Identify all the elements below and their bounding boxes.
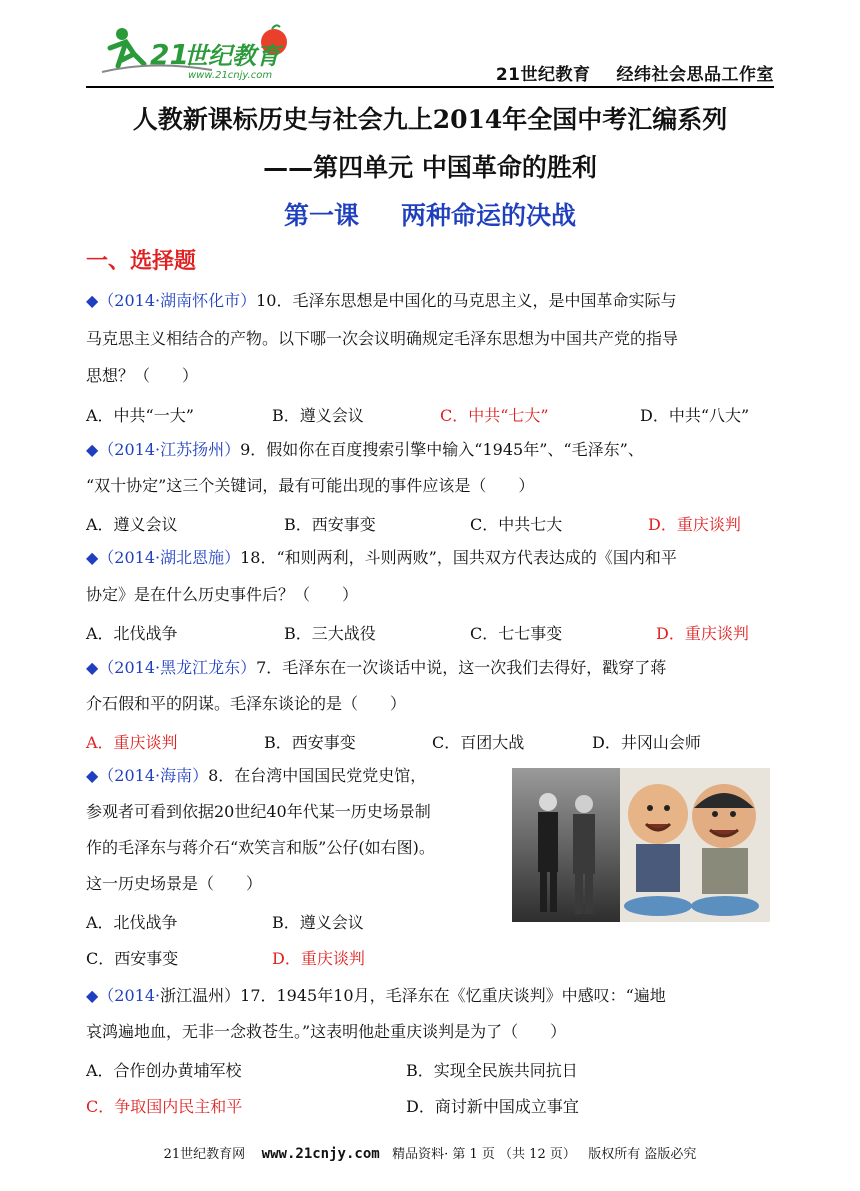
header-brand xyxy=(496,60,774,85)
option-d: D．井冈山会师 xyxy=(592,733,701,752)
option-b: B．实现全民族共同抗日 xyxy=(406,1061,578,1080)
option-a: A．北伐战争 xyxy=(86,624,178,643)
footer-rights: 版权所有 盗版必究 xyxy=(588,1147,697,1162)
option-b: B．西安事变 xyxy=(264,733,356,752)
question-2-options xyxy=(0,512,860,534)
question-6-line-1: ◆（2014·浙江温州）17．1945年10月，毛泽东在《忆重庆谈判》中感叹：“遍地 xyxy=(86,986,666,1005)
history-photo xyxy=(512,768,770,922)
brand-name: 21世纪教育 xyxy=(495,65,591,85)
site-logo[interactable] xyxy=(92,20,302,82)
option-c-answer: C．中共“七大” xyxy=(440,406,549,425)
question-3-line-2: 协定》是在什么历史事件后？（ ） xyxy=(86,585,359,604)
question-5-line-1: ◆（2014·海南）8．在台湾中国国民党党史馆， xyxy=(86,766,427,785)
option-b: B．西安事变 xyxy=(284,515,376,534)
option-a: A．合作创办黄埔军校 xyxy=(86,1061,242,1080)
question-6-options-row-2 xyxy=(0,1094,860,1116)
svg-text:www.21cnjy.com: www.21cnjy.com xyxy=(188,70,273,81)
option-b: B．三大战役 xyxy=(284,624,376,643)
page-footer: 21世纪教育网 www.21cnjy.com 精品资料· 第 1 页 （共 12 页） 版权所有 盗版必究 xyxy=(163,1146,697,1162)
header-divider xyxy=(86,86,774,88)
question-source: ◆（2014·湖南怀化市） xyxy=(86,291,257,310)
runner-logo-icon xyxy=(92,20,302,82)
option-d-answer: D．重庆谈判 xyxy=(648,515,741,534)
question-2-line-2: “双十协定”这三个关键词，最有可能出现的事件应该是（ ） xyxy=(86,476,535,495)
footer-url[interactable]: www.21cnjy.com xyxy=(261,1146,380,1162)
option-d-answer: D．重庆谈判 xyxy=(656,624,749,643)
svg-text:21: 21 xyxy=(150,38,189,71)
photo-and-figurines-image xyxy=(512,768,770,922)
question-source: ◆（2014· xyxy=(86,986,161,1005)
svg-text:世纪教育: 世纪教育 xyxy=(184,42,280,70)
page-number: 第 1 页 （共 12 页） xyxy=(452,1147,576,1162)
question-source: ◆（2014·江苏扬州） xyxy=(86,440,241,459)
option-d-answer: D．重庆谈判 xyxy=(272,949,365,968)
unit-title: ——第四单元 中国革命的胜利 xyxy=(263,153,597,182)
question-4-line-1: ◆（2014·黑龙江龙东）7．毛泽东在一次谈话中说，这一次我们去得好，戳穿了蒋 xyxy=(86,658,667,677)
footer-site: 21世纪教育网 xyxy=(163,1147,246,1162)
lesson-name: 两种命运的决战 xyxy=(401,201,577,230)
question-1-options xyxy=(0,403,860,425)
question-source: ◆（2014·海南） xyxy=(86,766,209,785)
option-c-answer: C．争取国内民主和平 xyxy=(86,1097,243,1116)
option-b: B．遵义会议 xyxy=(272,406,364,425)
question-4-line-2: 介石假和平的阴谋。毛泽东谈论的是（ ） xyxy=(86,694,407,713)
footer-label: 精品资料 xyxy=(392,1147,445,1162)
question-6-options-row-1 xyxy=(0,1058,860,1080)
question-source: ◆（2014·黑龙江龙东） xyxy=(86,658,257,677)
document-title: 人教新课标历史与社会九上2014年全国中考汇编系列 xyxy=(132,105,728,134)
option-b: B．遵义会议 xyxy=(272,913,364,932)
question-4-options xyxy=(0,730,860,752)
question-2-line-1: ◆（2014·江苏扬州）9．假如你在百度搜索引擎中输入“1945年”、“毛泽东”、 xyxy=(86,440,644,459)
question-1-line-1: ◆（2014·湖南怀化市）10．毛泽东思想是中国化的马克思主义，是中国革命实际与 xyxy=(86,291,677,310)
question-5-line-2: 参观者可看到依据20世纪40年代某一历史场景制 xyxy=(86,802,431,821)
option-c: C．西安事变 xyxy=(86,949,179,968)
question-5-line-4: 这一历史场景是（ ） xyxy=(86,874,263,893)
studio-name: 经纬社会思品工作室 xyxy=(616,65,774,85)
option-a-answer: A．重庆谈判 xyxy=(86,733,178,752)
question-3-line-1: ◆（2014·湖北恩施）18．“和则两利，斗则两败”，国共双方代表达成的《国内和平 xyxy=(86,548,677,567)
question-1-line-2: 马克思主义相结合的产物。以下哪一次会议明确规定毛泽东思想为中国共产党的指导 xyxy=(86,329,679,348)
option-d: D．中共“八大” xyxy=(640,406,750,425)
section-heading: 一、选择题 xyxy=(86,249,197,274)
option-d: D．商讨新中国成立事宜 xyxy=(406,1097,579,1116)
option-a: A．北伐战争 xyxy=(86,913,178,932)
question-1-line-3: 思想？（ ） xyxy=(86,366,199,385)
option-a: A．遵义会议 xyxy=(86,515,178,534)
question-3-options xyxy=(0,621,860,643)
lesson-number: 第一课 xyxy=(283,201,359,230)
question-source: ◆（2014·湖北恩施） xyxy=(86,548,241,567)
question-5-options-row-2 xyxy=(0,946,500,968)
option-c: C．七七事变 xyxy=(470,624,563,643)
option-c: C．百团大战 xyxy=(432,733,525,752)
option-c: C．中共七大 xyxy=(470,515,563,534)
option-a: A．中共“一大” xyxy=(86,406,194,425)
question-6-line-2: 哀鸿遍地血，无非一念救苍生。”这表明他赴重庆谈判是为了（ ） xyxy=(86,1022,567,1041)
lesson-title xyxy=(0,196,860,232)
question-5-line-3: 作的毛泽东与蒋介石“欢笑言和版”公仔(如右图)。 xyxy=(86,838,435,857)
question-5-options-row-1 xyxy=(0,910,500,932)
